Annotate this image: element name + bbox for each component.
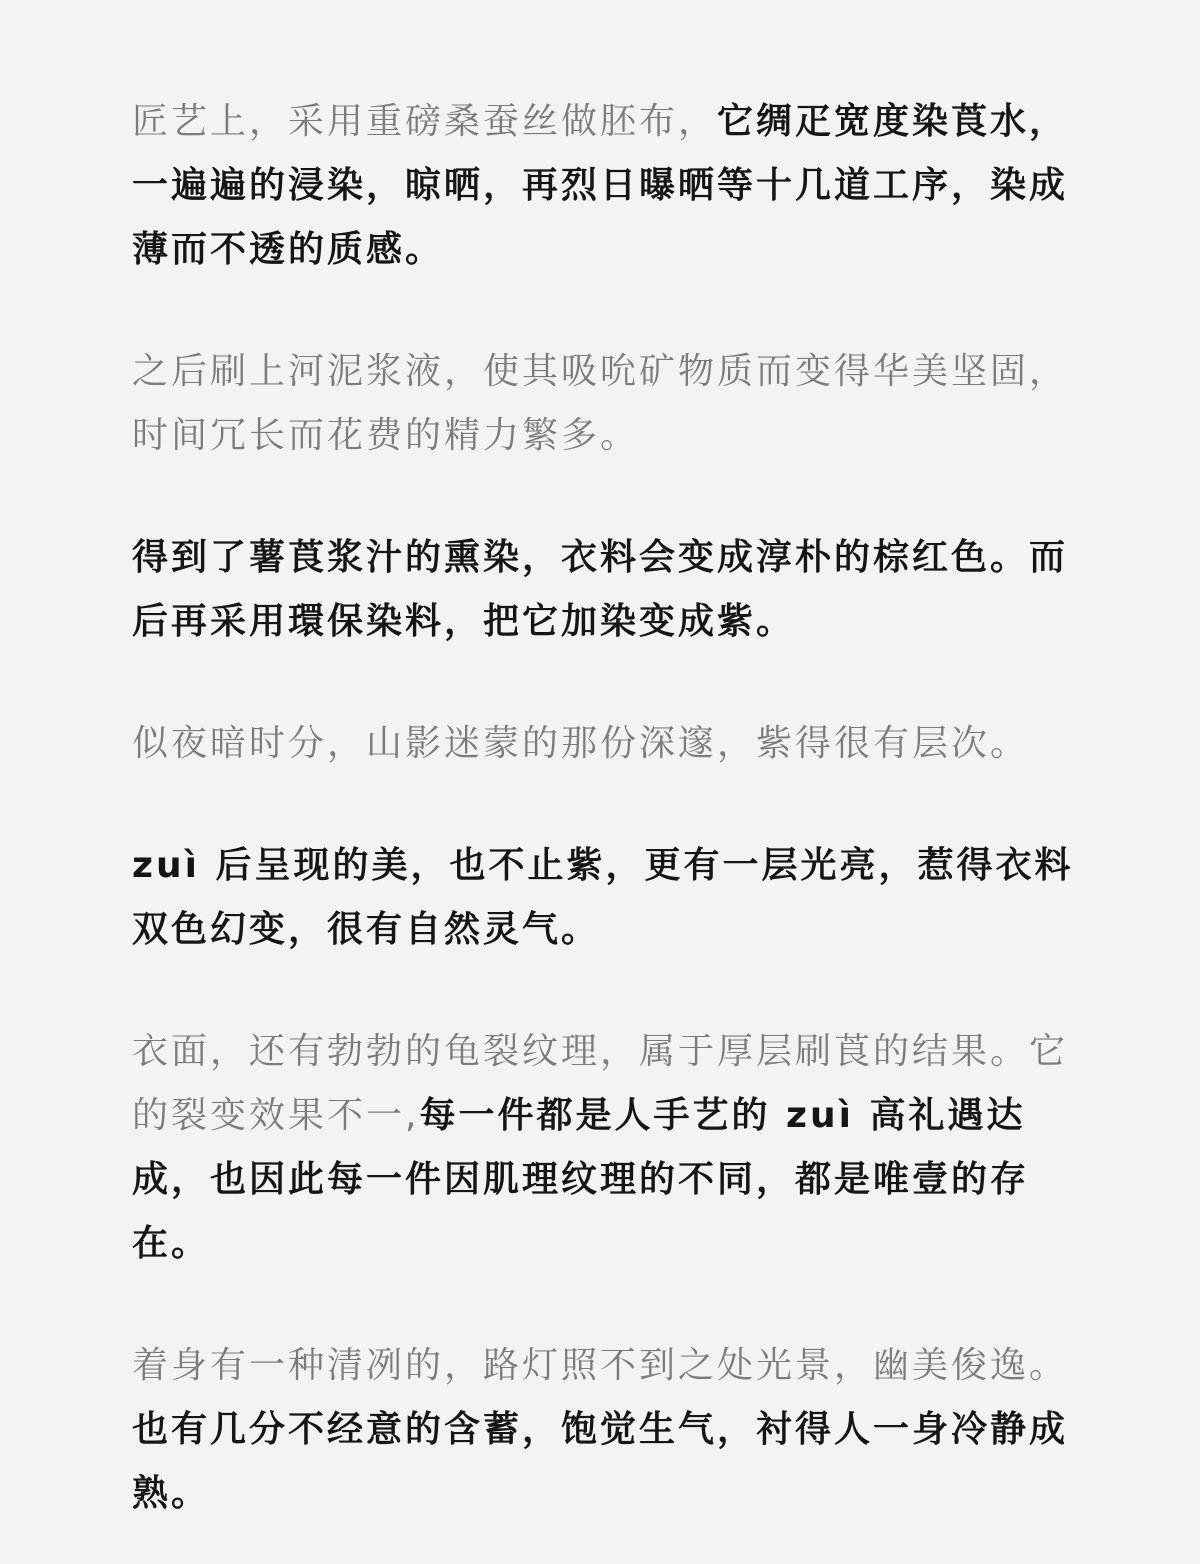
text-segment: 每一件都是人手艺的 zuì 高礼遇达成，也因此每一件因肌理纹理的不同，都是唯壹的存在。: [132, 1095, 1030, 1264]
text-segment: 似夜暗时分，山影迷蒙的那份深邃，紫得很有层次。: [132, 723, 1030, 764]
text-segment: 它绸疋宽度染莨水，一遍遍的浸染，晾晒，再烈日曝晒等十几道工序，染成薄而不透的质感。: [132, 101, 1069, 270]
article-body: [132, 90, 1082, 1526]
text-segment: 匠艺上，采用重磅桑蚕丝做胚布，: [132, 101, 718, 142]
paragraph-craft-process: [132, 90, 1082, 282]
text-segment: 也有几分不经意的含蓄，饱觉生气，衬得人一身冷静成熟。: [132, 1409, 1069, 1514]
paragraph-night-purple: [132, 712, 1082, 776]
paragraph-two-tone: [132, 834, 1082, 962]
text-segment: zuì 后呈现的美，也不止紫，更有一层光亮，惹得衣料双色幻变，很有自然灵气。: [132, 845, 1074, 950]
text-segment: 衣面，还有勃勃的龟裂纹理，属于厚层刷莨的结果。它的裂变效果不一,: [132, 1031, 1069, 1136]
paragraph-dyeing-color: [132, 526, 1082, 654]
text-segment: 得到了薯莨浆汁的熏染，衣料会变成淳朴的棕红色。而后再采用環保染料，把它加染变成紫。: [132, 537, 1069, 642]
paragraph-river-mud: [132, 340, 1082, 468]
text-segment: 之后刷上河泥浆液，使其吸吮矿物质而变得华美坚固，时间冗长而花费的精力繁多。: [132, 351, 1069, 456]
paragraph-wearing-feel: [132, 1334, 1082, 1526]
paragraph-crackle-texture: [132, 1020, 1082, 1276]
text-segment: 着身有一种清冽的，路灯照不到之处光景，幽美俊逸。: [132, 1345, 1069, 1386]
